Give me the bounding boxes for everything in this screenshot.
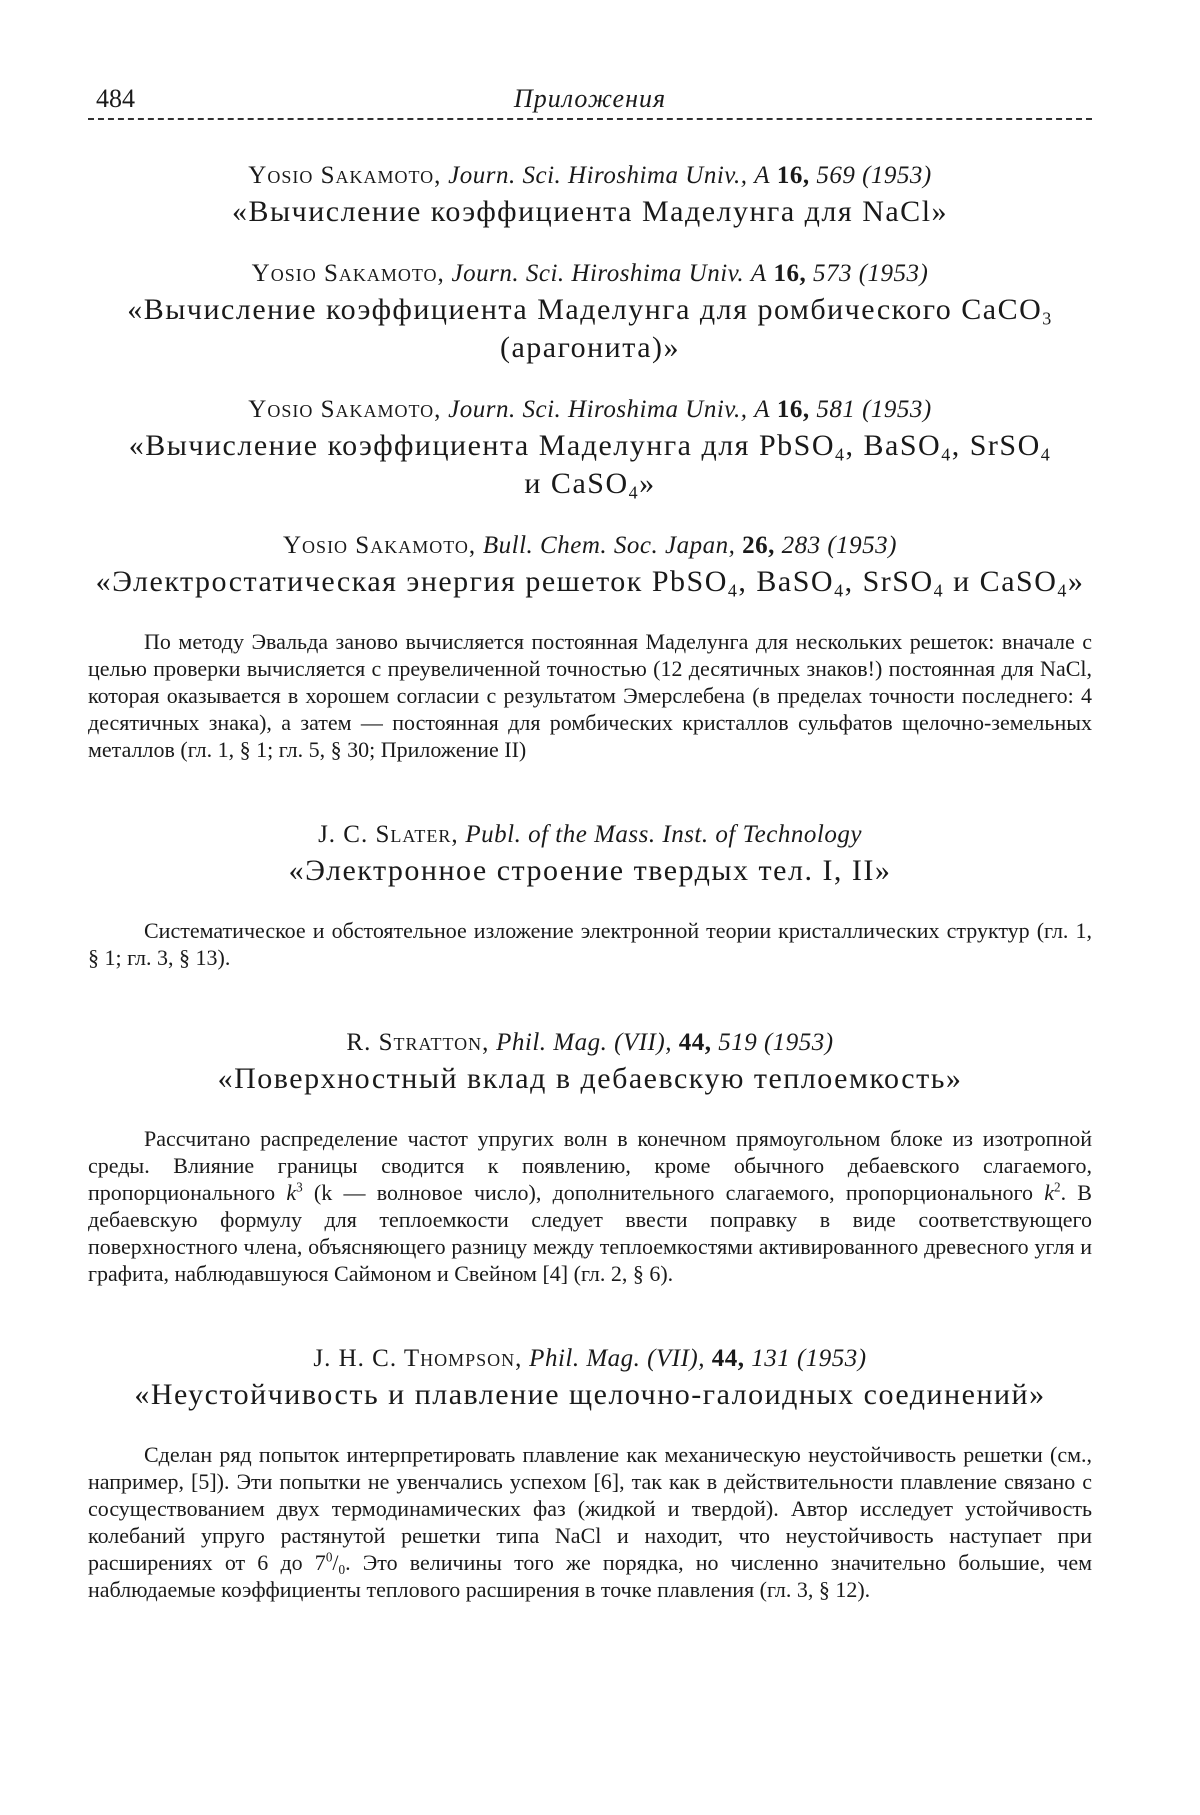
author: Yosio Sakamoto, [283,532,476,559]
bibliography-entry [88,530,1092,763]
pages-year: 283 (1953) [782,532,897,559]
title-text: и CaSO [944,565,1057,598]
title-text: «Электростатическая энергия решеток PbSO [96,565,728,598]
abstract-text: / [332,1550,338,1575]
header-rule [88,118,1092,120]
pages-year: 569 (1953) [816,162,931,189]
title-text: , SrSO [845,565,934,598]
journal: Phil. Mag. (VII), [529,1345,705,1372]
bibliography-entry [88,819,1092,971]
author: Yosio Sakamoto, [248,396,441,423]
subscript: 3 [1042,308,1053,328]
citation [88,1027,1092,1059]
series: A [754,396,770,423]
entry-title: «Поверхностный вклад в дебаевскую теплоемкость» [88,1061,1092,1097]
volume: 44, [679,1029,712,1056]
title-text: и CaSO [524,467,628,500]
entry-title-line2 [88,466,1092,502]
entry-title: «Электронное строение твердых тел. I, II» [88,853,1092,889]
superscript: 3 [296,1180,303,1195]
volume: 16, [777,162,810,189]
title-text: , SrSO [952,429,1041,462]
bibliography-entry [88,394,1092,502]
entry-abstract [88,1125,1092,1287]
abstract-text: Рассчитано распределение частот упругих волн в конечном прямоугольном блоке из изотропной среды. Влияние границы сводится к появлению, кроме обычного дебаевского слагаемого, пропорционального [88,1126,1092,1205]
title-text: » [639,467,656,500]
entry-title [88,564,1092,600]
bibliography-entry [88,258,1092,366]
subscript: 4 [1057,580,1068,600]
author: R. Stratton, [346,1029,489,1056]
entry-title [88,428,1092,464]
entry-abstract [88,1441,1092,1603]
bibliography-entry [88,1343,1092,1603]
subscript: 4 [629,482,640,502]
title-text: «Вычисление коэффициента Маделунга для PbSO [129,429,835,462]
author: J. C. Slater, [318,821,459,848]
author: Yosio Sakamoto, [252,260,445,287]
series: A [754,162,770,189]
author: Yosio Sakamoto, [248,162,441,189]
math-k: k [1044,1180,1054,1205]
author: J. H. C. Thompson, [313,1345,522,1372]
volume: 44, [712,1345,745,1372]
entry-title [88,292,1092,328]
abstract-text: (k — волновое число), дополнительного слагаемого, пропорционального [303,1180,1045,1205]
entry-title: «Вычисление коэффициента Маделунга для NaCl» [88,194,1092,230]
superscript: 2 [1054,1180,1061,1195]
citation [88,530,1092,562]
entry-abstract: По методу Эвальда заново вычисляется постоянная Маделунга для нескольких решеток: вначале с целью проверки вычисляется с преувеличенной точностью (12 десятичных знаков!) постоянная для NaCl, которая оказывается в хорошем согласии с результатом Эмерслебена (в пределах точности последнего: 4 десятичных знака), а затем — постоянная для ромбических кристаллов сульфатов щелочно-земельных металлов (гл. 1, § 1; гл. 5, § 30; Приложение II) [88,628,1092,763]
series: A [751,260,767,287]
page-number: 484 [96,84,135,114]
volume: 16, [777,396,810,423]
volume: 26, [742,532,775,559]
subscript: 0 [339,1562,346,1577]
subscript: 4 [1041,444,1052,464]
pages-year: 131 (1953) [751,1345,866,1372]
subscript: 4 [834,580,845,600]
pages-year: 573 (1953) [813,260,928,287]
bibliography-entry [88,160,1092,230]
page-header [88,78,1092,118]
journal: Journ. Sci. Hiroshima Univ., [448,396,747,423]
title-text: , BaSO [738,565,834,598]
journal: Publ. of the Mass. Inst. of Technology [465,821,862,848]
math-k: k [286,1180,296,1205]
subscript: 4 [941,444,952,464]
bibliography [88,160,1092,1603]
abstract-text: . В дебаевскую формулу для теплоемкости следует ввести поправку в виде соответствующего поверхностного члена, объясняющего разницу между теплоемкостями активированного древесного угля и графита, наблюдавшуюся Саймоном и Свейном [4] (гл. 2, § 6). [88,1180,1092,1286]
entry-title: «Неустойчивость и плавление щелочно-галоидных соединений» [88,1377,1092,1413]
journal: Bull. Chem. Soc. Japan, [483,532,735,559]
bibliography-entry [88,1027,1092,1287]
subscript: 4 [835,444,846,464]
citation [88,394,1092,426]
pages-year: 519 (1953) [718,1029,833,1056]
citation [88,258,1092,290]
abstract-text: Сделан ряд попыток интерпретировать плавление как механическую неустойчивость решетки (см., например, [5]). Эти попытки не увенчались успехом [6], так как в действительности плавление связано с сосуществованием двух термодинамических фаз (жидкой и твердой). Автор исследует устойчивость колебаний упруго растянутой решетки типа NaCl и находит, что неустойчивость наступает при расширениях от 6 до 7 [88,1442,1092,1575]
entry-title-line2: (арагонита)» [88,330,1092,366]
citation [88,1343,1092,1375]
title-text: » [1068,565,1085,598]
subscript: 4 [728,580,739,600]
abstract-text: . Это величины того же порядка, но численно значительно большие, чем наблюдаемые коэффициенты теплового расширения в точке плавления (гл. 3, § 12). [88,1550,1092,1602]
title-text: , BaSO [846,429,942,462]
superscript: 0 [326,1550,333,1565]
subscript: 4 [934,580,945,600]
journal: Journ. Sci. Hiroshima Univ., [448,162,747,189]
entry-abstract: Систематическое и обстоятельное изложение электронной теории кристаллических структур (гл. 1, § 1; гл. 3, § 13). [88,917,1092,971]
title-text: «Вычисление коэффициента Маделунга для ромбического CaCO [127,293,1042,326]
journal: Journ. Sci. Hiroshima Univ. [452,260,745,287]
pages-year: 581 (1953) [816,396,931,423]
citation [88,819,1092,851]
citation [88,160,1092,192]
journal: Phil. Mag. (VII), [496,1029,672,1056]
running-title: Приложения [88,84,1092,114]
volume: 16, [773,260,806,287]
